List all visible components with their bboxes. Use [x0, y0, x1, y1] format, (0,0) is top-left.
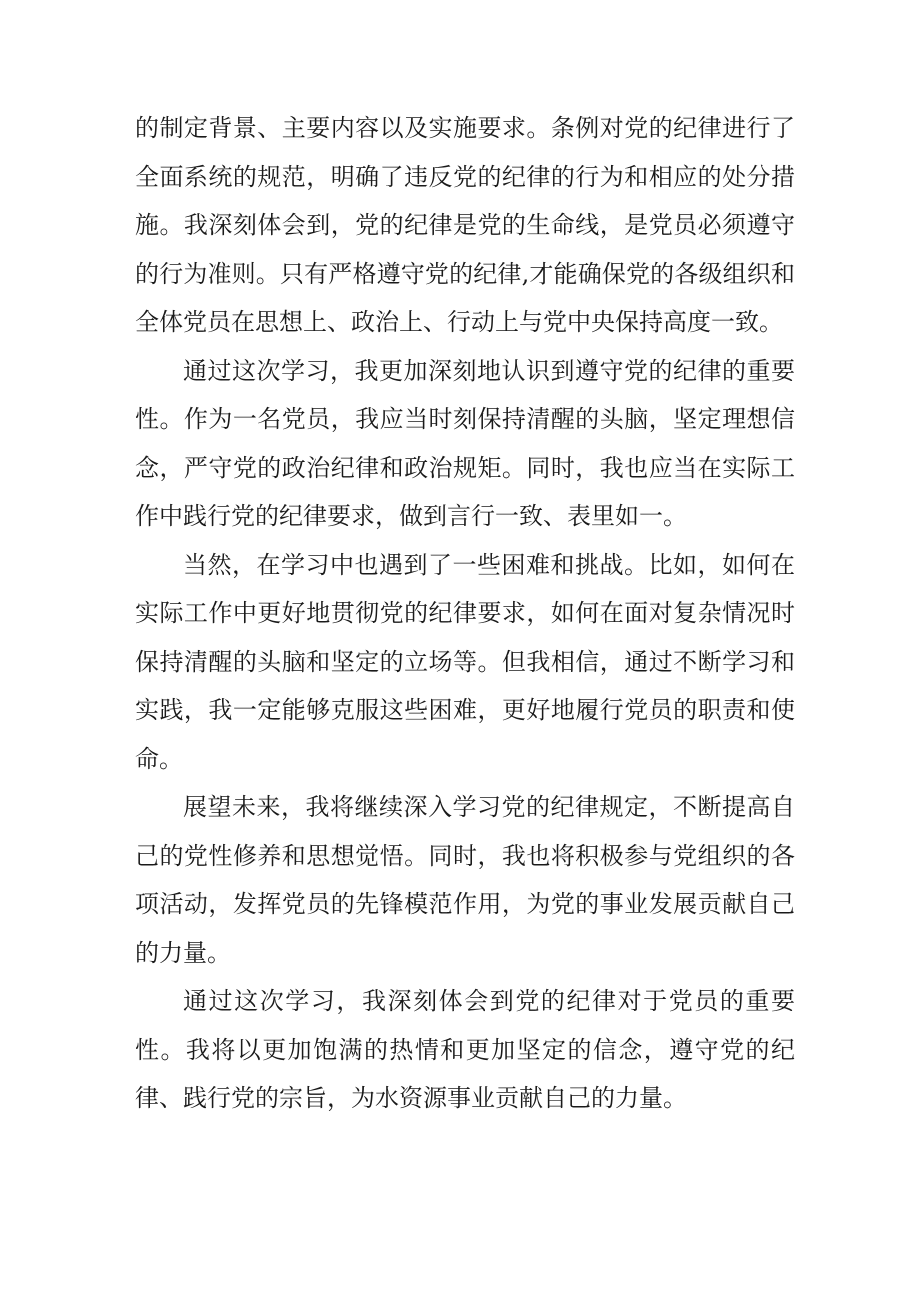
- document-body: [135, 104, 795, 1123]
- paragraph-1: 的制定背景、主要内容以及实施要求。条例对党的纪律进行了全面系统的规范，明确了违反党的纪律的行为和相应的处分措施。我深刻体会到，党的纪律是党的生命线，是党员必须遵守的行为准则。只有严格遵守党的纪律,才能确保党的各级组织和全体党员在思想上、政治上、行动上与党中央保持高度一致。: [135, 114, 795, 336]
- paragraph-3: 当然，在学习中也遇到了一些困难和挑战。比如，如何在实际工作中更好地贯彻党的纪律要求，如何在面对复杂情况时保持清醒的头脑和坚定的立场等。但我相信，通过不断学习和实践，我一定能够克服这些困难，更好地履行党员的职责和使命。: [135, 550, 795, 773]
- paragraph-4: 展望未来，我将继续深入学习党的纪律规定，不断提高自己的党性修养和思想觉悟。同时，我也将积极参与党组织的各项活动，发挥党员的先锋模范作用，为党的事业发展贡献自己的力量。: [135, 793, 795, 967]
- paragraph-2: 通过这次学习，我更加深刻地认识到遵守党的纪律的重要性。作为一名党员，我应当时刻保持清醒的头脑，坚定理想信念，严守党的政治纪律和政治规矩。同时，我也应当在实际工作中践行党的纪律要求，做到言行一致、表里如一。: [135, 356, 795, 530]
- paragraph-5: 通过这次学习，我深刻体会到党的纪律对于党员的重要性。我将以更加饱满的热情和更加坚定的信念，遵守党的纪律、践行党的宗旨，为水资源事业贡献自己的力量。: [135, 987, 795, 1112]
